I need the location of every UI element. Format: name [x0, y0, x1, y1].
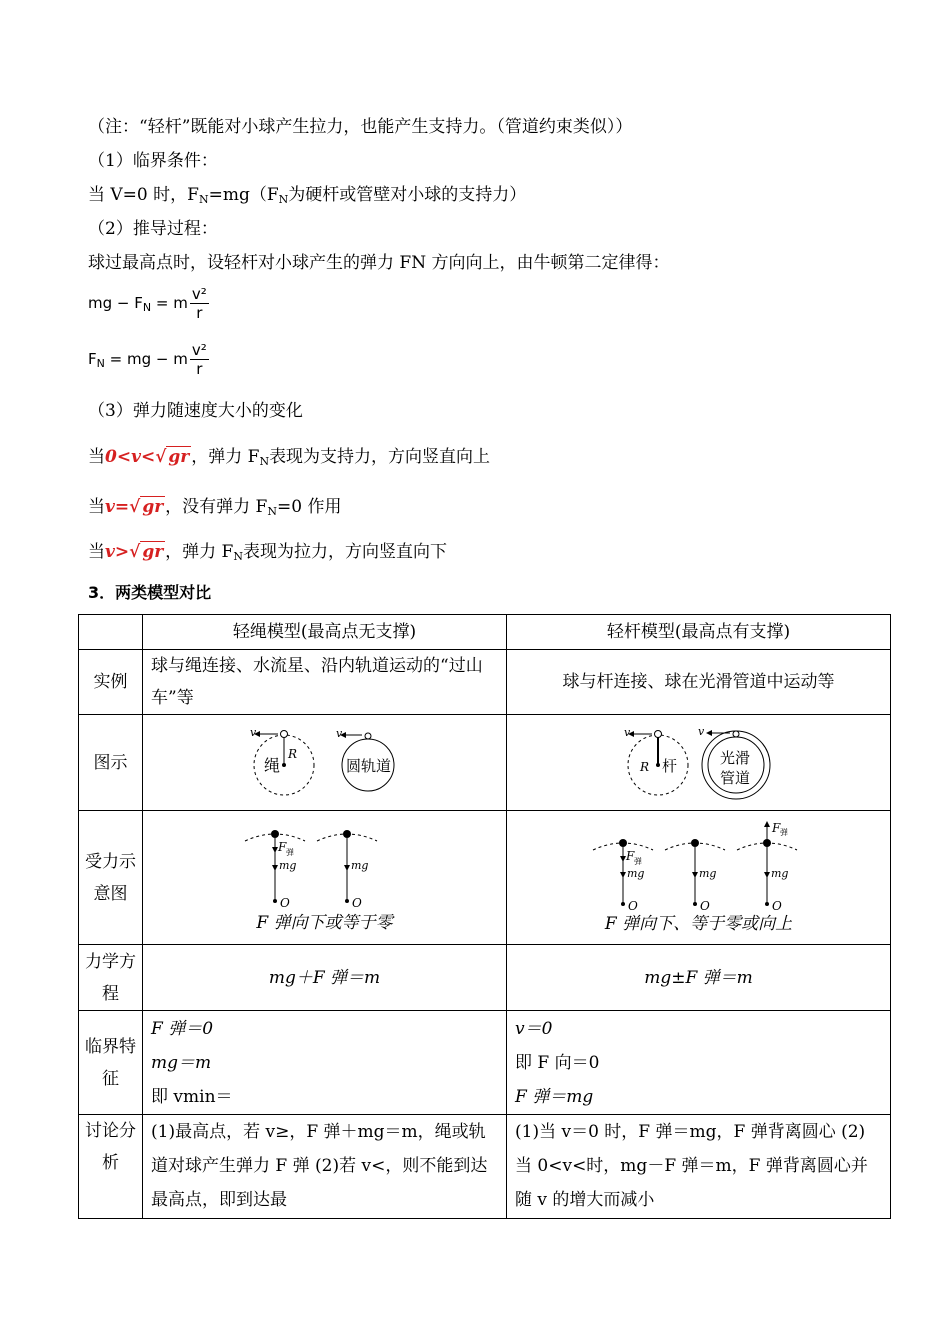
svg-text:mg: mg: [278, 858, 296, 872]
rope-illustration: [143, 715, 507, 811]
row-label-discussion: 讨论分析: [79, 1115, 143, 1219]
row-label-example: 实例: [79, 650, 143, 715]
svg-text:mg: mg: [626, 866, 644, 880]
row-label-equation: 力学方程: [79, 945, 143, 1011]
section-2-text: 球过最高点时，设轻杆对小球产生的弹力 FN 方向向上，由牛顿第二定律得：: [88, 253, 670, 273]
svg-text:v: v: [335, 726, 342, 740]
rod-force-caption: F 弹向下、等于零或向上: [604, 913, 793, 934]
row-label-critical: 临界特征: [79, 1011, 143, 1115]
svg-text:F: F: [625, 848, 634, 863]
rope-critical-line: mg＝m: [151, 1052, 212, 1073]
case-3: 当v>√ gr ，弹力 $F_N$表现为拉力，方向竖直向下: [88, 542, 447, 563]
svg-text:F: F: [277, 839, 286, 854]
rod-equation: mg±F 弹＝m: [507, 945, 891, 1011]
svg-text:绳: 绳: [263, 755, 280, 775]
svg-text:O: O: [771, 898, 782, 912]
rope-equation: mg＋F 弹＝m: [143, 945, 507, 1011]
rod-critical-line: F 弹＝mg: [515, 1086, 594, 1107]
svg-text:F: F: [771, 820, 780, 835]
row-label-force-diagram: 受力示意图: [79, 811, 143, 945]
rope-example: 球与绳连接、水流星、沿内轨道运动的“过山车”等: [143, 650, 507, 715]
case-1: 当0<v<√ gr ，弹力 $F_N$表现为支持力，方向竖直向上: [88, 447, 491, 468]
rod-discussion: (1)当 v＝0 时，F 弹＝mg，F 弹背离圆心 (2)当 0<v<时，mg－F 弹＝m，F 弹背离圆心并随 v 的增大而减小: [507, 1115, 891, 1219]
header-rope-model: 轻绳模型(最高点无支撑): [143, 615, 507, 650]
rod-critical-line: 即 F 向＝0: [515, 1052, 600, 1073]
svg-text:杆: 杆: [661, 756, 677, 775]
equation-2: $F_N$ = mg − m $\frac{\text{v²}}{r}$: [88, 341, 207, 378]
table-row-example: [79, 650, 891, 715]
svg-text:O: O: [279, 895, 290, 910]
svg-text:v: v: [623, 725, 630, 739]
section-3-heading: 3．两类模型对比: [88, 583, 212, 602]
svg-text:O: O: [699, 898, 710, 912]
table-header-row: [79, 615, 891, 650]
svg-text:弹: 弹: [633, 856, 642, 866]
rod-critical: [507, 1011, 891, 1115]
comparison-table: [78, 614, 891, 1219]
rope-track-diagram: [250, 723, 400, 803]
rope-force-diagram: [143, 811, 507, 945]
rope-force-caption: F 弹向下或等于零: [256, 912, 393, 933]
rope-critical: [143, 1011, 507, 1115]
svg-text:O: O: [627, 898, 638, 912]
svg-text:弹: 弹: [779, 827, 788, 837]
rod-example: 球与杆连接、球在光滑管道中运动等: [507, 650, 891, 715]
table-row-critical: [79, 1011, 891, 1115]
svg-text:弹: 弹: [285, 847, 294, 857]
rope-critical-line: F 弹＝0: [151, 1018, 214, 1039]
svg-text:v: v: [249, 725, 256, 739]
table-row-equation: [79, 945, 891, 1011]
header-empty-cell: [79, 615, 143, 650]
svg-text:管道: 管道: [719, 768, 750, 787]
svg-text:R: R: [287, 746, 297, 761]
svg-text:O: O: [351, 895, 362, 910]
section-3-title: （3）弹力随速度大小的变化: [88, 401, 303, 421]
case-2: 当v=√ gr ，没有弹力 $F_N=0$ 作用: [88, 497, 342, 518]
svg-text:圆轨道: 圆轨道: [345, 756, 391, 775]
header-rod-model: 轻杆模型(最高点有支撑): [507, 615, 891, 650]
table-row-discussion: [79, 1115, 891, 1219]
rod-critical-line: v＝0: [515, 1018, 553, 1039]
rod-force-diagram: [507, 811, 891, 945]
rope-discussion: (1)最高点，若 v≥，F 弹＋mg＝m，绳或轨道对球产生弹力 F 弹 (2)若 v<，则不能到达最高点，即到达最: [143, 1115, 507, 1219]
svg-text:光滑: 光滑: [719, 748, 750, 767]
rod-illustration: [507, 715, 891, 811]
section-1-title: （1）临界条件：: [88, 151, 218, 171]
rod-force-svg: [589, 820, 809, 912]
svg-text:R: R: [639, 759, 649, 774]
rope-force-svg: [235, 821, 415, 911]
svg-text:mg: mg: [698, 866, 716, 880]
table-row-force-diagram: [79, 811, 891, 945]
svg-text:mg: mg: [770, 866, 788, 880]
note-text: （注：“轻杆”既能对小球产生拉力，也能产生支持力。（管道约束类似））: [88, 117, 633, 137]
row-label-illustration: 图示: [79, 715, 143, 811]
equation-1: mg − $F_N = m$ $\frac{\text{v²}}{r}$: [88, 285, 207, 322]
svg-text:v: v: [697, 724, 704, 738]
section-1-text: 当 V=0 时，$F_N=mg(F_N$为硬杆或管壁对小球的支持力）: [88, 185, 527, 206]
rod-pipe-diagram: [624, 723, 774, 803]
table-row-illustration: [79, 715, 891, 811]
svg-text:mg: mg: [350, 858, 368, 872]
section-2-title: （2）推导过程：: [88, 219, 218, 239]
rope-critical-line: 即 vmin＝: [151, 1086, 233, 1107]
